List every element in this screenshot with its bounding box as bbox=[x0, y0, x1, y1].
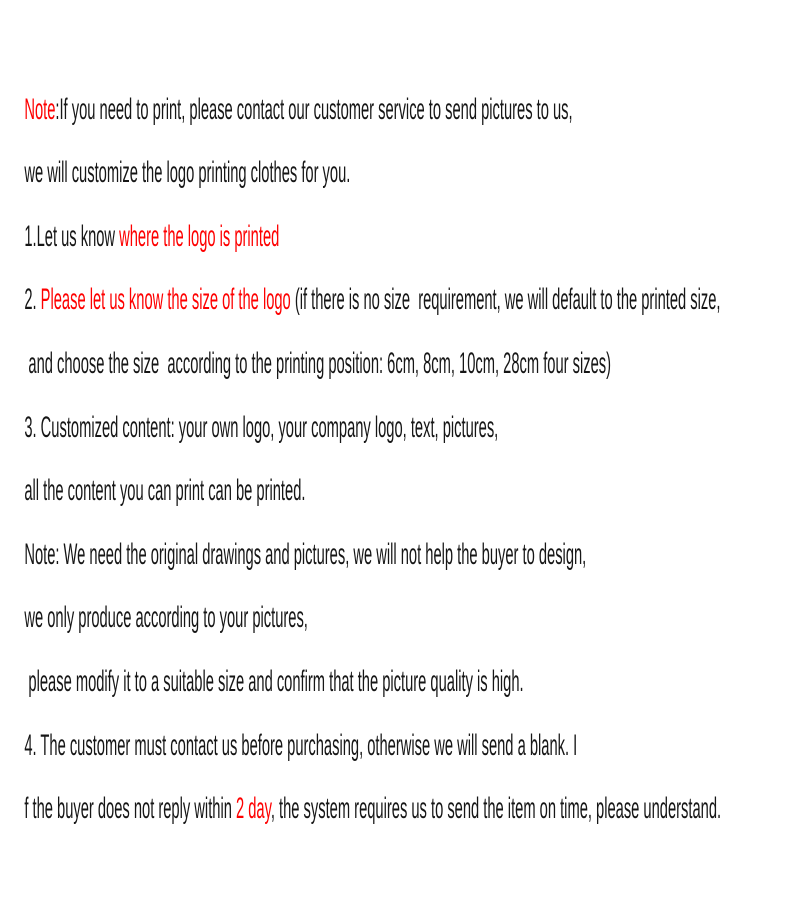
text-segment: f the buyer does not reply within bbox=[24, 792, 236, 826]
note-line-11 bbox=[8, 650, 578, 762]
note-line-6 bbox=[8, 332, 499, 444]
text-segment: 1.Let us know bbox=[24, 219, 120, 253]
note-line-9 bbox=[8, 523, 396, 635]
note-line-7 bbox=[8, 396, 396, 508]
text-segment: Note: We need the original drawings and pictures, we will not help the buyer to design, bbox=[24, 537, 587, 571]
note-line-12 bbox=[8, 714, 722, 826]
text-segment: 3. Customized content: your own logo, your company logo, text, pictures, bbox=[24, 410, 499, 444]
text-segment: 2. bbox=[24, 283, 41, 317]
text-segment: and choose the size according to the printing position: 6cm, 8cm, 10cm, 28cm four sizes) bbox=[24, 346, 611, 380]
note-line-4 bbox=[8, 205, 721, 317]
note-line-1 bbox=[8, 14, 573, 126]
text-segment: all the content you can print can be printed. bbox=[24, 474, 306, 508]
note-line-8 bbox=[8, 459, 587, 571]
logo-size-highlight: Please let us know the size of the logo bbox=[40, 283, 295, 317]
logo-position-highlight: where the logo is printed bbox=[119, 219, 280, 253]
printing-notice bbox=[8, 14, 800, 826]
text-segment: (if there is no size requirement, we will default to the printed size, bbox=[294, 283, 721, 317]
text-segment: please modify it to a suitable size and confirm that the picture quality is high. bbox=[24, 664, 524, 698]
text-segment: we only produce according to your pictures, bbox=[24, 601, 308, 635]
note-line-3 bbox=[8, 141, 396, 253]
text-segment: , the system requires us to send the item on time, please understand. bbox=[270, 792, 722, 826]
note-line-2 bbox=[8, 78, 396, 190]
text-segment: 4. The customer must contact us before purchasing, otherwise we will send a blank. I bbox=[24, 728, 578, 762]
reply-deadline-highlight: 2 day bbox=[235, 792, 271, 826]
note-line-10 bbox=[8, 586, 524, 698]
note-label: Note bbox=[24, 92, 56, 126]
text-segment: we will customize the logo printing clothes for you. bbox=[24, 156, 351, 190]
text-segment: :If you need to print, please contact our customer service to send pictures to us, bbox=[55, 92, 573, 126]
